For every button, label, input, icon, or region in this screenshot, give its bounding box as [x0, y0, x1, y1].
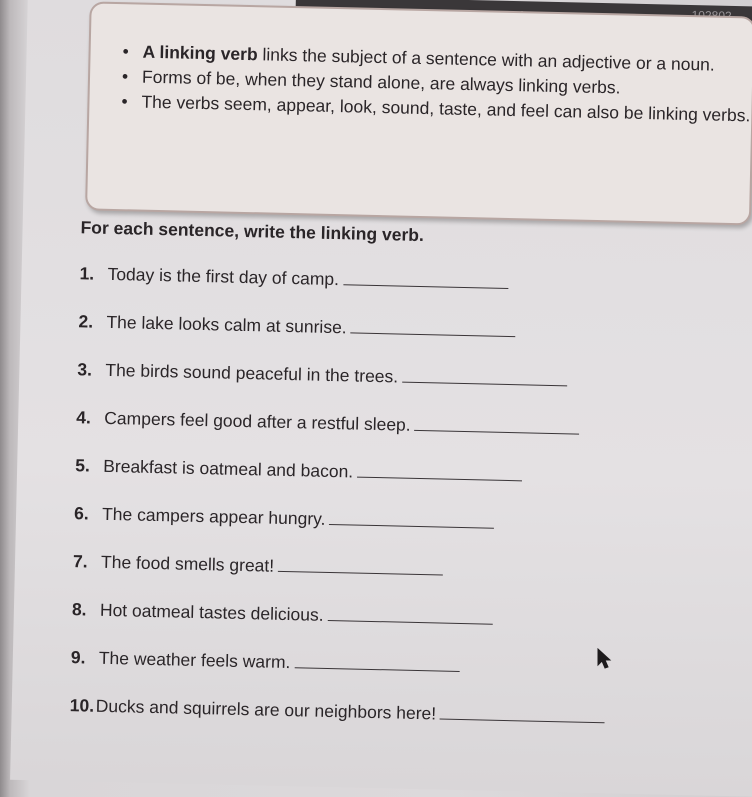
- mouse-pointer-icon: [596, 648, 612, 670]
- exercise-item: 9. The weather feels warm.: [71, 647, 460, 677]
- exercise-item: 7. The food smells great!: [73, 551, 444, 580]
- answer-blank[interactable]: [415, 416, 580, 435]
- answer-blank[interactable]: [343, 270, 508, 289]
- answer-blank[interactable]: [294, 653, 459, 672]
- answer-blank[interactable]: [327, 606, 492, 625]
- answer-blank[interactable]: [402, 368, 567, 387]
- exercise-item: 5. Breakfast is oatmeal and bacon.: [75, 455, 522, 486]
- bullet-other-linking-verbs: • The verbs seem, appear, look, sound, taste, and feel can also be linking verbs.: [121, 91, 751, 126]
- bullet-linking-verb-definition: • A linking verb links the subject of a sentence with an adjective or a noun.: [122, 41, 716, 75]
- exercise-item: 3. The birds sound peaceful in the trees.: [77, 359, 567, 391]
- exercise-item: 1. Today is the first day of camp.: [79, 263, 508, 294]
- exercise-item: 10.Ducks and squirrels are our neighbors here!: [70, 695, 606, 728]
- bullet-icon: •: [121, 66, 129, 87]
- exercise-instruction: For each sentence, write the linking verb.: [80, 217, 425, 246]
- answer-blank[interactable]: [329, 510, 494, 529]
- exercise-item: 4. Campers feel good after a restful sleep.: [76, 407, 580, 439]
- rule-callout-box: [85, 1, 752, 225]
- pdf-page: [10, 0, 752, 797]
- answer-blank[interactable]: [440, 705, 605, 724]
- exercise-item: 2. The lake looks calm at sunrise.: [78, 311, 516, 342]
- bullet-forms-of-be: • Forms of be, when they stand alone, are always linking verbs.: [121, 66, 621, 98]
- answer-blank[interactable]: [278, 557, 443, 576]
- answer-blank[interactable]: [357, 463, 522, 482]
- bullet-icon: •: [122, 41, 130, 62]
- answer-blank[interactable]: [351, 318, 516, 337]
- bullet-icon: •: [121, 91, 128, 112]
- exercise-item: 8. Hot oatmeal tastes delicious.: [72, 599, 493, 630]
- exercise-item: 6. The campers appear hungry.: [74, 503, 495, 534]
